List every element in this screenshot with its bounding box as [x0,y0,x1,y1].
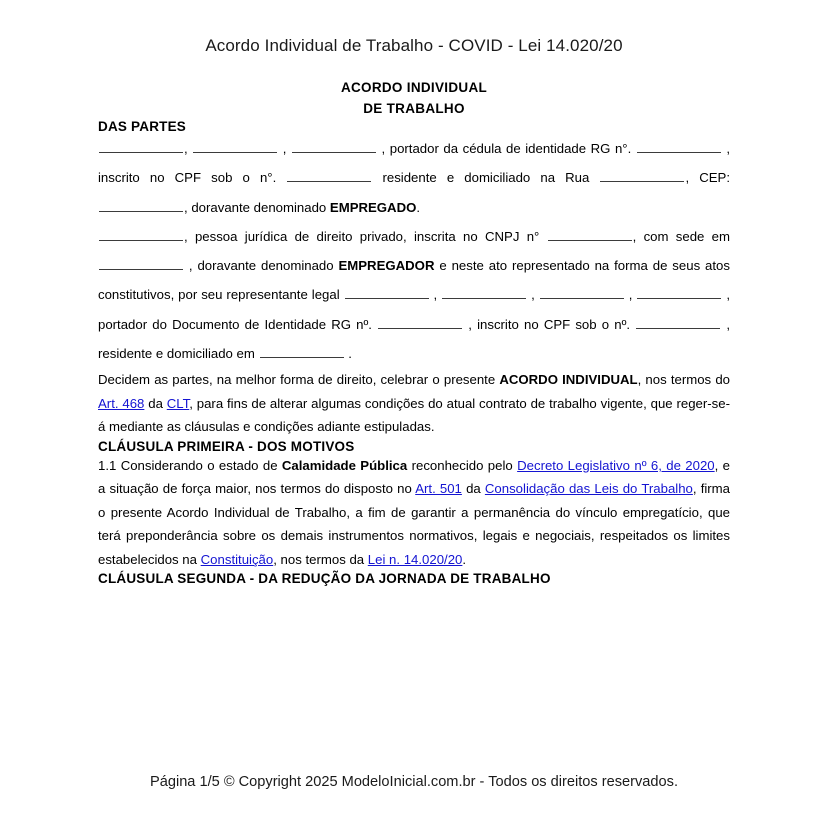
text-fragment: reconhecido pelo [407,457,518,473]
document-heading-line-2: DE TRABALHO [363,101,465,116]
text-emphasis-empregado: EMPREGADO [329,199,417,215]
text-fragment: Decidem as partes, na melhor forma de direito, celebrar o presente [98,372,500,388]
link-constituicao[interactable]: Constituição [200,551,274,567]
blank-field[interactable] [260,348,344,359]
link-decreto-legislativo[interactable]: Decreto Legislativo nº 6, de 2020 [517,457,715,473]
blank-field[interactable] [548,230,632,241]
text-fragment: da [461,481,485,497]
paragraph-empregador [98,222,730,368]
blank-field[interactable] [99,143,183,154]
blank-field[interactable] [292,143,376,154]
text-fragment: . [416,199,421,215]
text-emphasis-calamidade-publica: Calamidade Pública [281,457,408,473]
blank-field[interactable] [345,289,429,300]
paragraph-empregado [98,134,730,222]
blank-field[interactable] [442,289,526,300]
blank-field[interactable] [193,143,277,154]
document-heading [0,77,828,119]
blank-field[interactable] [99,201,183,212]
blank-field[interactable] [99,260,183,271]
text-fragment: , portador da cédula de identidade RG n°. [376,141,636,156]
paragraph-clausula-primeira [98,454,730,572]
text-fragment: . [462,551,467,567]
blank-field[interactable] [636,318,720,329]
text-fragment: , [184,141,193,156]
paragraph-decidem [98,368,730,439]
section-heading-clausula-primeira: CLÁUSULA PRIMEIRA - DOS MOTIVOS [98,438,355,454]
blank-field[interactable] [287,172,371,183]
section-heading-clausula-segunda: CLÁUSULA SEGUNDA - DA REDUÇÃO DA JORNADA DE TRABALHO [98,571,551,587]
text-fragment: e neste ato representado na forma de seus atos constitutivos, por seu representante legal [98,258,730,303]
text-fragment: , [624,287,637,303]
text-fragment: , pessoa jurídica de direito privado, inscrita no CNPJ n° [184,228,547,244]
document-heading-line-1: ACORDO INDIVIDUAL [340,80,488,95]
blank-field[interactable] [540,289,624,300]
text-fragment: residente e domiciliado na Rua [372,170,600,186]
blank-field[interactable] [637,289,721,300]
link-clt[interactable]: CLT [166,395,190,411]
text-fragment: , nos termos do [637,372,730,388]
text-fragment: , e a situação de força maior, nos termos do disposto no [98,457,730,497]
text-fragment: , doravante denominado [184,258,339,274]
text-fragment: , [278,141,291,156]
document-footer: Página 1/5 © Copyright 2025 ModeloInicial.com.br - Todos os direitos reservados. [149,774,679,790]
text-fragment: , para fins de alterar algumas condições do atual contrato de trabalho vigente, que reger-se-á mediante as cláusulas e condições adiante estipuladas. [98,395,730,435]
text-fragment: . [344,346,352,362]
text-fragment: da [144,395,167,411]
text-emphasis-empregador: EMPREGADOR [338,258,435,274]
blank-field[interactable] [99,230,183,241]
link-lei-14020-20[interactable]: Lei n. 14.020/20 [367,551,463,567]
blank-field[interactable] [600,172,684,183]
blank-field[interactable] [637,143,721,154]
blank-field[interactable] [378,318,462,329]
text-fragment: , inscrito no CPF sob o n°. [98,141,731,186]
text-fragment: , inscrito no CPF sob o nº. [463,316,636,332]
text-emphasis-acordo-individual: ACORDO INDIVIDUAL [499,372,638,388]
text-fragment: , [527,287,539,303]
text-fragment: , residente e domiciliado em [98,316,731,362]
text-fragment: , com sede em [632,228,730,244]
text-fragment: , firma o presente Acordo Individual de Trabalho, a fim de garantir a permanência do vínculo empregatício, que terá preponderância sobre os demais instrumentos normativos, legais e negociais, respeitados os limites estabelecidos na [98,481,731,567]
text-fragment: 1.1 Considerando o estado de [98,457,282,473]
text-fragment: , [429,287,442,303]
text-fragment: , portador do Documento de Identidade RG nº. [98,287,730,332]
document-header-title: Acordo Individual de Trabalho - COVID - Lei 14.020/20 [205,36,623,55]
document-body [0,119,828,586]
text-fragment: , nos termos da [273,551,368,567]
text-fragment: , doravante denominado [184,199,330,215]
link-consolidacao-leis-trabalho[interactable]: Consolidação das Leis do Trabalho [484,481,693,497]
section-heading-das-partes: DAS PARTES [98,119,187,134]
link-art-501[interactable]: Art. 501 [415,481,462,497]
link-art-468[interactable]: Art. 468 [98,395,145,411]
text-fragment: , CEP: [685,170,731,186]
